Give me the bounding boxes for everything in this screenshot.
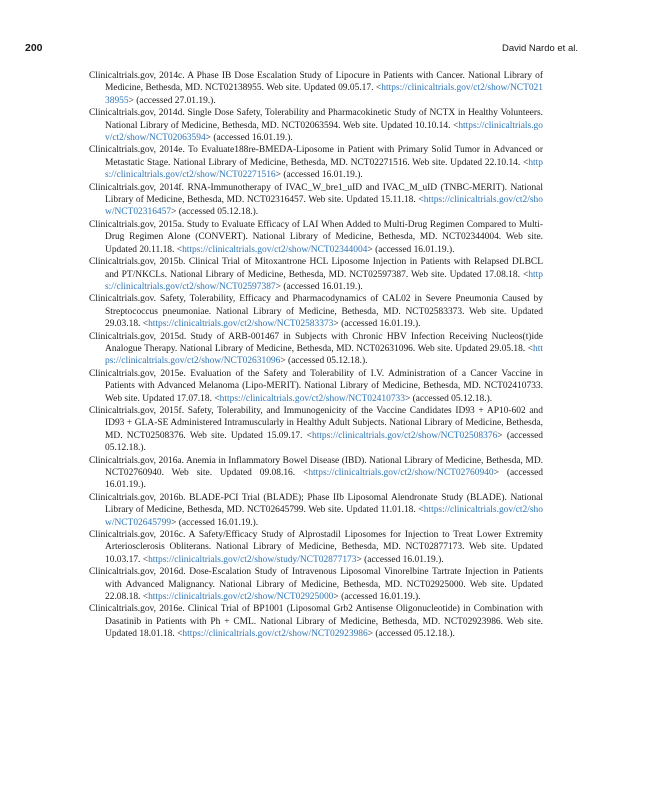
page-header	[25, 42, 578, 54]
reference-accessed: > (accessed 16.01.19.).	[105, 468, 543, 491]
reference-item	[89, 256, 543, 293]
reference-text: Clinicaltrials.gov, 2015f. Safety, Tolerability, and Immunogenicity of the Vaccine Candidates ID93 + AP10-602 and ID93 + GLA-SE Administered Intramuscularly in Healthy Adult Subjects. National Library of Medicine, Bethesda, MD. NCT02508376. Web site. Updated 15.09.17. <	[89, 405, 543, 441]
reference-link[interactable]: https://clinicaltrials.gov/ct2/show/NCT02316457	[105, 195, 543, 218]
reference-link[interactable]: https://clinicaltrials.gov/ct2/show/NCT02631096	[105, 343, 543, 367]
reference-item	[89, 331, 543, 368]
reference-accessed: > (accessed 16.01.19.).	[275, 170, 363, 181]
reference-accessed: > (accessed 05.12.18.).	[404, 393, 493, 404]
reference-link[interactable]: https://clinicaltrials.gov/ct2/show/study/NCT02877173	[148, 554, 357, 565]
page-number: 200	[25, 42, 43, 54]
reference-accessed: > (accessed 16.01.19.).	[356, 554, 444, 565]
reference-item	[89, 603, 543, 640]
reference-link[interactable]: https://clinicaltrials.gov/ct2/show/NCT02508376	[311, 430, 498, 441]
reference-text: Clinicaltrials.gov, 2015d. Study of ARB-001467 in Subjects with Chronic HBV Infection Receiving Nucleos(t)ide Analogue Therapy. National Library of Medicine, Bethesda, MD. NCT02631096. Web site. Updated 29.05.18. <	[89, 331, 543, 354]
running-head: David Nardo et al.	[501, 43, 578, 54]
reference-accessed: > (accessed 16.01.19.).	[367, 244, 455, 255]
reference-item	[89, 529, 543, 566]
reference-accessed: > (accessed 16.01.19.).	[205, 133, 293, 144]
reference-text: Clinicaltrials.gov, 2014c. A Phase IB Dose Escalation Study of Lipocure in Patients with Cancer. National Library of Medicine, Bethesda, MD. NCT02138955. Web site. Updated 09.05.17. <	[89, 71, 543, 94]
reference-link[interactable]: https://clinicaltrials.gov/ct2/show/NCT02344004	[182, 244, 368, 255]
reference-text: Clinicaltrials.gov, 2016a. Anemia in Inflammatory Bowel Disease (IBD). National Library of Medicine, Bethesda, MD. NCT02760940. Web site. Updated 09.08.16. <	[89, 455, 543, 478]
reference-accessed: > (accessed 16.01.19.).	[333, 592, 421, 603]
reference-item	[89, 107, 543, 144]
reference-accessed: > (accessed 16.01.19.).	[171, 517, 259, 528]
reference-link[interactable]: https://clinicaltrials.gov/ct2/show/NCT02410733	[219, 393, 405, 404]
reference-item	[89, 455, 543, 492]
reference-accessed: > (accessed 27.01.19.).	[128, 95, 216, 106]
reference-accessed: > (accessed 16.01.19.).	[333, 319, 421, 330]
reference-text: Clinicaltrials.gov, 2014f. RNA-Immunotherapy of IVAC_W_bre1_uID and IVAC_M_uID (TNBC-MERIT). National Library of Medicine, Bethesda, MD. NCT02316457. Web site. Updated 15.11.18. <	[89, 182, 543, 206]
reference-item	[89, 566, 543, 603]
reference-text: Clinicaltrials.gov, 2014e. To Evaluate188re-BMEDA-Liposome in Patient with Primary Solid Tumor in Advanced or Metastatic Stage. National Library of Medicine, Bethesda, MD. NCT02271516. Web site. Updated 22.10.14. <	[89, 145, 543, 168]
reference-item	[89, 144, 543, 181]
reference-link[interactable]: https://clinicaltrials.gov/ct2/show/NCT02760940	[308, 468, 494, 478]
reference-text: Clinicaltrials.gov, 2016c. A Safety/Efficacy Study of Alprostadil Liposomes for Injection to Treat Lower Extremity Arteriosclerosis Obliterans. National Library of Medicine, Bethesda, MD. NCT02877173. Web site. Updated 10.03.17. <	[89, 530, 543, 565]
reference-accessed: > (accessed 16.01.19.).	[275, 281, 363, 292]
reference-link[interactable]: https://clinicaltrials.gov/ct2/show/NCT02063594	[105, 120, 543, 144]
reference-link[interactable]: https://clinicaltrials.gov/ct2/show/NCT02583373	[148, 319, 334, 330]
reference-item	[89, 70, 543, 107]
reference-link[interactable]: https://clinicaltrials.gov/ct2/show/NCT02138955	[105, 83, 543, 106]
reference-text: Clinicaltrials.gov, 2016b. BLADE-PCI Trial (BLADE); Phase IIb Liposomal Alendronate Study (BLADE). National Library of Medicine, Bethesda, MD. NCT02645799. Web site. Updated 11.01.18. <	[89, 492, 543, 516]
reference-text: Clinicaltrials.gov, 2016e. Clinical Trial of BP1001 (Liposomal Grb2 Antisense Oligonucleotide) in Combination with Dasatinib in Patients with Ph + CML. National Library of Medicine, Bethesda, MD. NCT02923986. Web site. Updated 18.01.18. <	[89, 604, 543, 640]
reference-link[interactable]: https://clinicaltrials.gov/ct2/show/NCT02645799	[105, 505, 543, 528]
reference-item	[89, 293, 543, 330]
reference-link[interactable]: https://clinicaltrials.gov/ct2/show/NCT02925000	[148, 592, 334, 603]
reference-item	[89, 182, 543, 219]
reference-link[interactable]: https://clinicaltrials.gov/ct2/show/NCT02597387	[105, 269, 543, 292]
reference-item	[89, 368, 543, 405]
reference-accessed: > (accessed 05.12.18.).	[367, 629, 455, 640]
reference-text: Clinicaltrials.gov, 2015a. Study to Evaluate Efficacy of LAI When Added to Multi-Drug Regimen Compared to Multi-Drug Regimen Alone (CONVERT). National Library of Medicine, Bethesda, MD. NCT02344004. Web site. Updated 20.11.18. <	[89, 219, 543, 255]
reference-item	[89, 405, 543, 455]
reference-accessed: > (accessed 05.12.18.).	[280, 356, 368, 367]
reference-accessed: > (accessed 05.12.18.).	[171, 207, 259, 218]
reference-text: Clinicaltrials.gov, 2014d. Single Dose Safety, Tolerability and Pharmacokinetic Study of NCTX in Healthy Volunteers. National Library of Medicine, Bethesda, MD. NCT02063594. Web site. Updated 10.10.14. <	[89, 108, 543, 131]
reference-text: Clinicaltrials.gov. Safety, Tolerability, Efficacy and Pharmacodynamics of CAL02 in Severe Pneumonia Caused by Streptococcus pneumoniae. National Library of Medicine, Bethesda, MD. NCT02583373. Web site. Updated 29.03.18. <	[89, 294, 543, 330]
reference-text: Clinicaltrials.gov, 2015e. Evaluation of the Safety and Tolerability of I.V. Administration of a Cancer Vaccine in Patients with Advanced Melanoma (Lipo-MERIT). National Library of Medicine, Bethesda, MD. NCT02410733. Web site. Updated 17.07.18. <	[89, 368, 543, 404]
reference-link[interactable]: https://clinicaltrials.gov/ct2/show/NCT02271516	[105, 157, 543, 181]
reference-accessed: > (accessed 05.12.18.).	[105, 430, 543, 454]
reference-link[interactable]: https://clinicaltrials.gov/ct2/show/NCT02923986	[182, 629, 368, 640]
reference-list	[89, 70, 543, 641]
reference-text: Clinicaltrials.gov, 2015b. Clinical Trial of Mitoxantrone HCL Liposome Injection in Patients with Relapsed DLBCL and PT/NKCLs. National Library of Medicine, Bethesda, MD. NCT02597387. Web site. Updated 17.08.18. <	[89, 257, 543, 280]
reference-text: Clinicaltrials.gov, 2016d. Dose-Escalation Study of Intravenous Liposomal Vinorelbine Tartrate Injection in Patients with Advanced Malignancy. National Library of Medicine, Bethesda, MD. NCT02925000. Web site. Updated 22.08.18. <	[89, 567, 543, 603]
reference-item	[89, 219, 543, 256]
reference-item	[89, 492, 543, 529]
